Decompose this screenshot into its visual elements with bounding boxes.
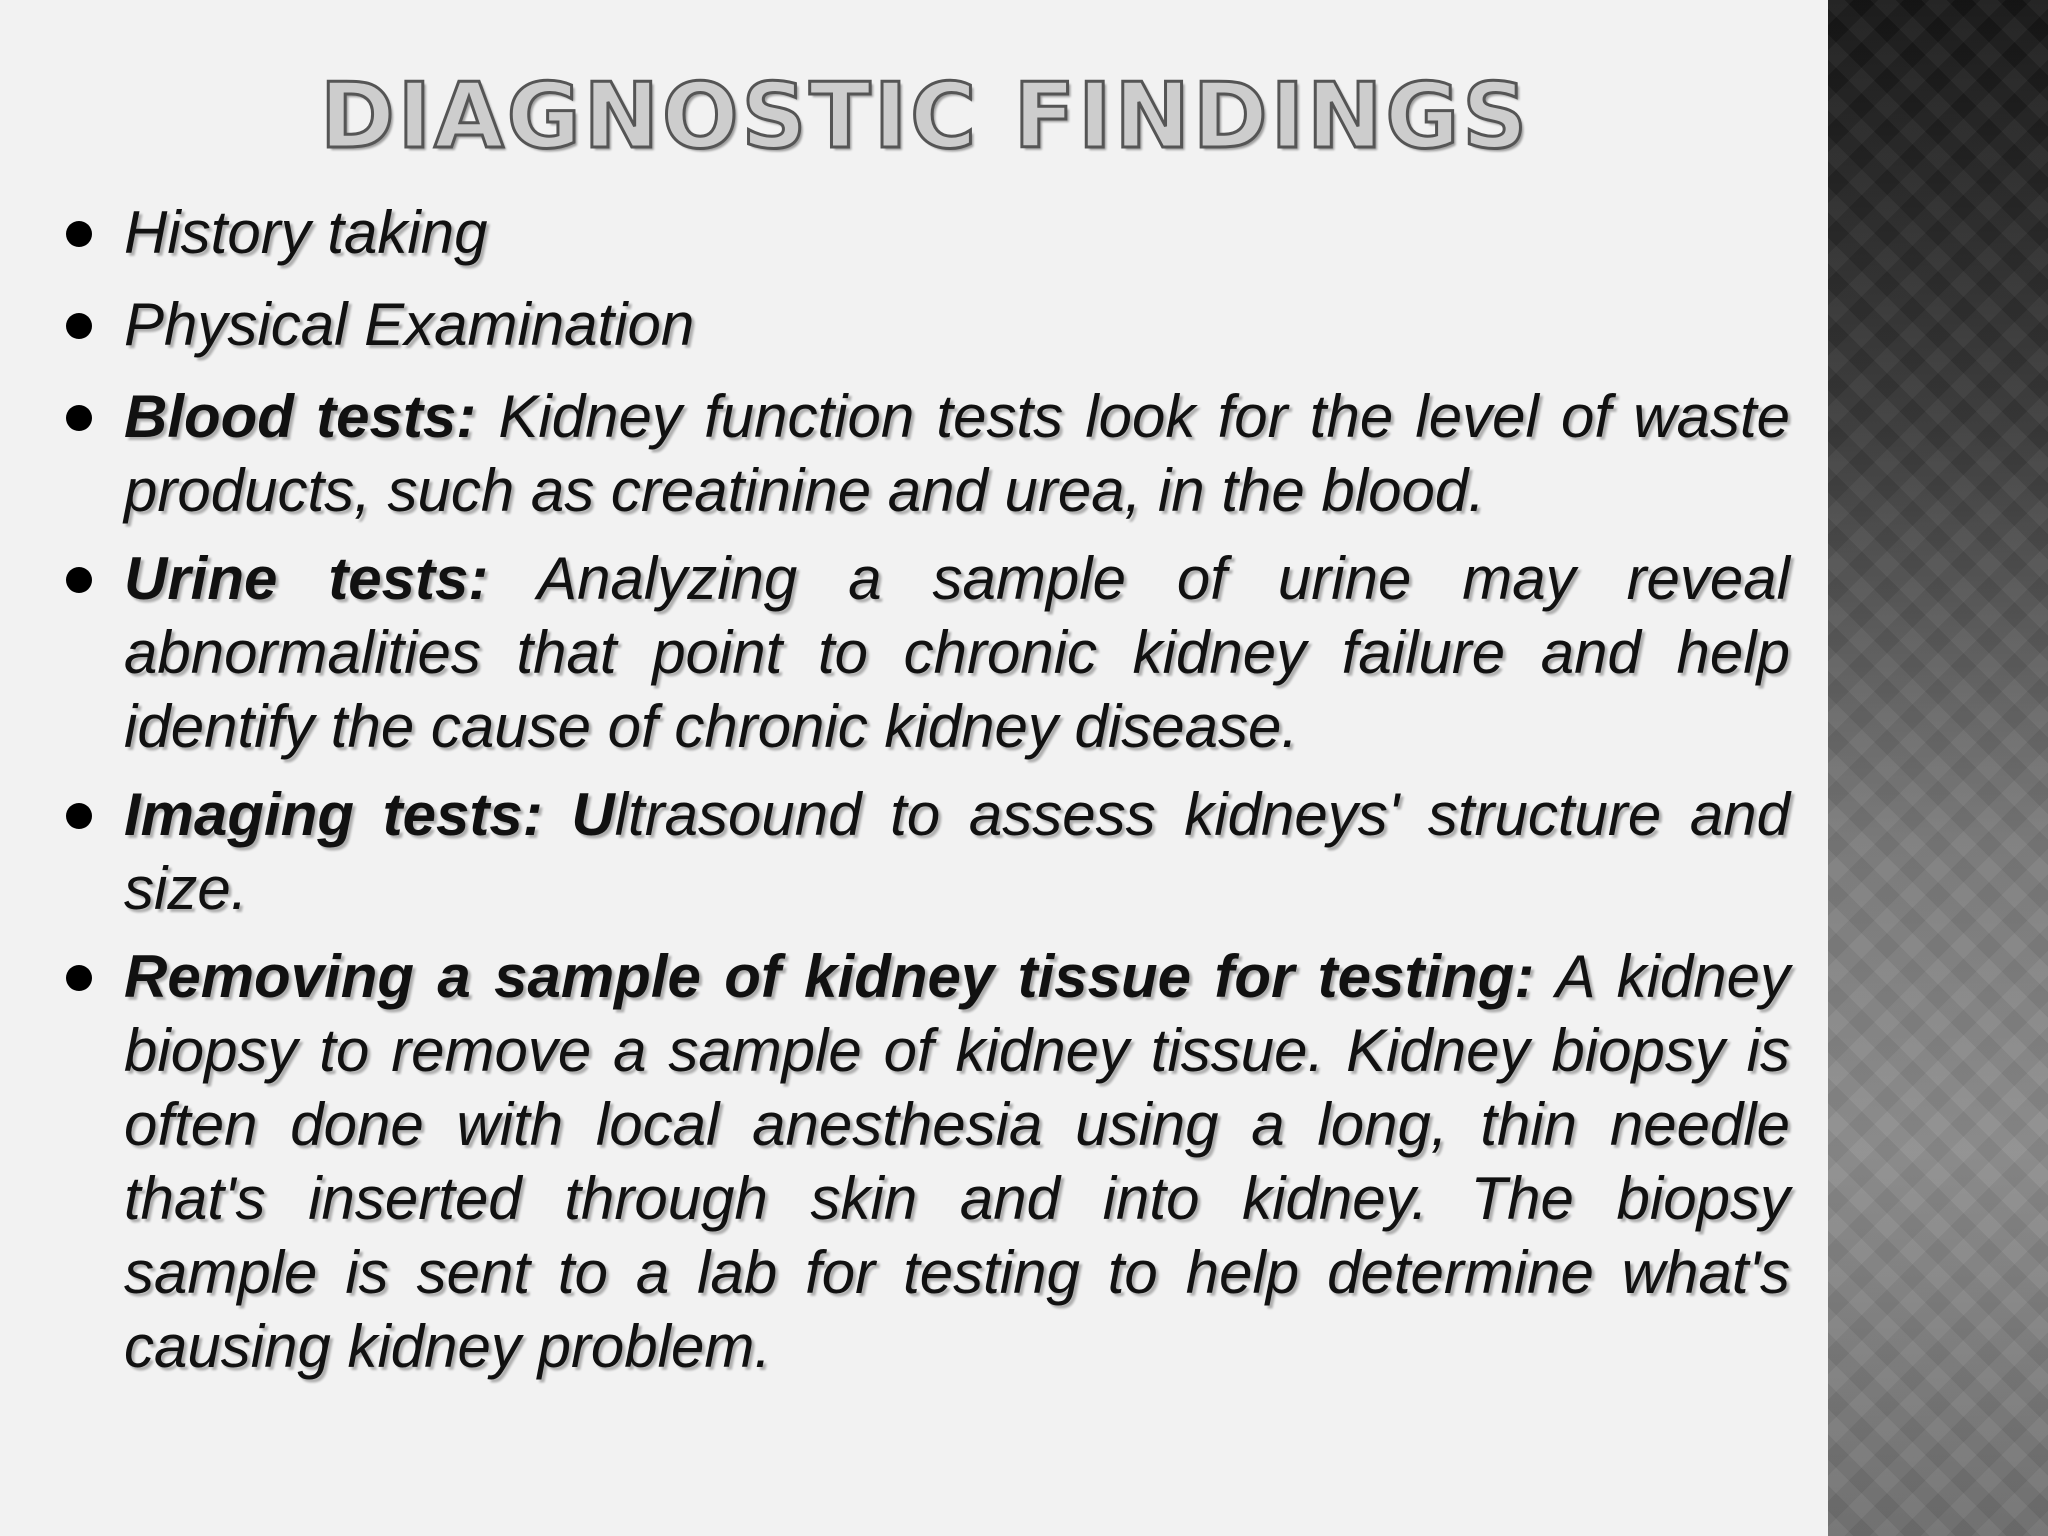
bullet-lead: Imaging tests: U: [124, 781, 615, 848]
bullet-text: A kidney biopsy to remove a sample of kidney tissue. Kidney biopsy is often done with local anesthesia using a long, thin needle that's inserted through skin and into kidney. The biopsy sample is sent to a lab for testing to help determine what's causing kidney problem.: [124, 943, 1791, 1380]
bullet-text: Kidney function tests look for the level of waste products, such as creatinine and urea, in the blood.: [124, 383, 1790, 524]
bullet-lead: Blood tests:: [124, 383, 477, 450]
bullet-dot-icon: [66, 313, 92, 339]
bullet-lead: Removing a sample of kidney tissue for testing:: [124, 943, 1535, 1010]
bullet-dot-icon: [66, 405, 92, 431]
bullet-list: [60, 196, 1790, 1398]
bullet-text: History taking: [124, 199, 488, 266]
bullet-item-blood-tests: [60, 380, 1790, 528]
slide-title: DIAGNOSTIC FINDINGS: [319, 64, 1531, 169]
decorative-side-band: [1828, 0, 2048, 1536]
bullet-text: Analyzing a sample of urine may reveal abnormalities that point to chronic kidney failure and help identify the cause of chronic kidney disease.: [124, 545, 1790, 760]
bullet-item-imaging-tests: [60, 778, 1790, 926]
bullet-item-history: [60, 196, 1790, 270]
bullet-text: ltrasound to assess kidneys' structure and size.: [124, 781, 1790, 922]
bullet-lead: Urine tests:: [124, 545, 489, 612]
bullet-item-kidney-biopsy: [60, 940, 1790, 1384]
bullet-dot-icon: [66, 803, 92, 829]
bullet-dot-icon: [66, 567, 92, 593]
bullet-dot-icon: [66, 965, 92, 991]
bullet-dot-icon: [66, 221, 92, 247]
bullet-item-physical-exam: [60, 288, 1790, 362]
bullet-item-urine-tests: [60, 542, 1790, 764]
bullet-text: Physical Examination: [124, 291, 695, 358]
